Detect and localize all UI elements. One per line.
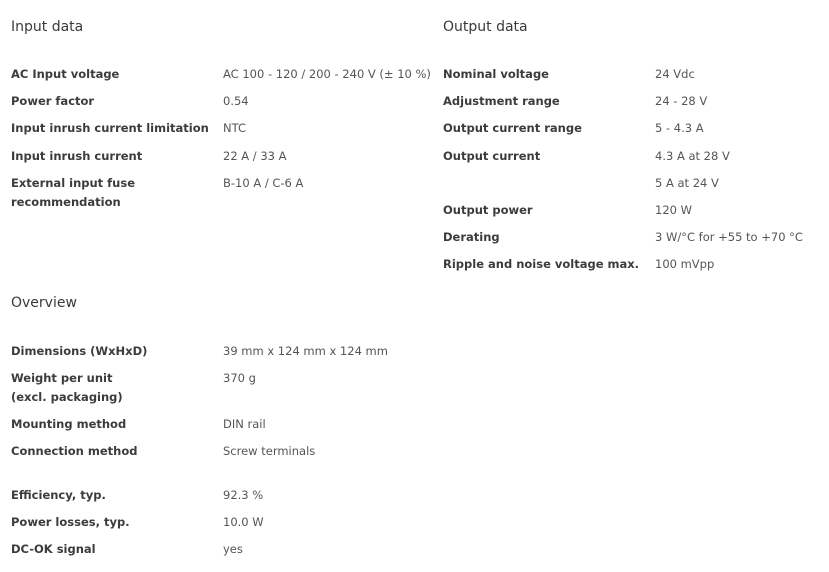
overview-row-label: DC-OK signal — [11, 542, 96, 556]
overview-row-label: Power losses, typ. — [11, 515, 130, 529]
overview-row-value: 92.3 % — [223, 488, 264, 502]
input-row-value: 22 A / 33 A — [223, 149, 287, 163]
output-row-value: 24 - 28 V — [655, 94, 708, 108]
overview-row-label: Mounting method — [11, 417, 127, 431]
input-row-value: B-10 A / C-6 A — [223, 176, 304, 190]
overview-row-label: Efficiency, typ. — [11, 488, 106, 502]
output-row-label: Ripple and noise voltage max. — [443, 257, 640, 271]
overview-row-label: Dimensions (WxHxD) — [11, 344, 148, 358]
output-row-label: Output current — [443, 149, 541, 163]
overview-row-value: 39 mm x 124 mm x 124 mm — [223, 344, 388, 358]
overview-row-value: 370 g — [223, 371, 256, 385]
overview-row-label: Connection method — [11, 444, 138, 458]
input-row-label: AC Input voltage — [11, 67, 120, 81]
overview-row-value: DIN rail — [223, 417, 266, 431]
overview-heading: Overview — [11, 295, 77, 311]
output-row-value: 5 - 4.3 A — [655, 121, 704, 135]
output-row-value: 100 mVpp — [655, 257, 715, 271]
overview-row-value: 10.0 W — [223, 515, 264, 529]
output-row-label: Nominal voltage — [443, 67, 549, 81]
output-row-label: Output power — [443, 203, 533, 217]
overview-row-label: Weight per unit (excl. packaging) — [11, 371, 123, 404]
input-row-label: External input fuse recommendation — [11, 176, 136, 209]
output-data-heading: Output data — [443, 19, 528, 35]
input-row-label: Input inrush current limitation — [11, 121, 209, 135]
output-row-label: Output current range — [443, 121, 582, 135]
input-data-heading: Input data — [11, 19, 84, 35]
output-row-value: 120 W — [655, 203, 692, 217]
input-row-label: Input inrush current — [11, 149, 143, 163]
output-row-value: 3 W/°C for +55 to +70 °C — [655, 230, 803, 244]
input-row-value: NTC — [223, 121, 246, 135]
output-row-value: 5 A at 24 V — [655, 176, 719, 190]
input-row-label: Power factor — [11, 94, 95, 108]
output-row-value: 24 Vdc — [655, 67, 695, 81]
output-row-value: 4.3 A at 28 V — [655, 149, 730, 163]
input-row-value: AC 100 - 120 / 200 - 240 V (± 10 %) — [223, 67, 431, 81]
overview-row-value: yes — [223, 542, 243, 556]
overview-row-value: Screw terminals — [223, 444, 316, 458]
output-row-label: Adjustment range — [443, 94, 560, 108]
output-row-label: Derating — [443, 230, 500, 244]
input-row-value: 0.54 — [223, 94, 249, 108]
